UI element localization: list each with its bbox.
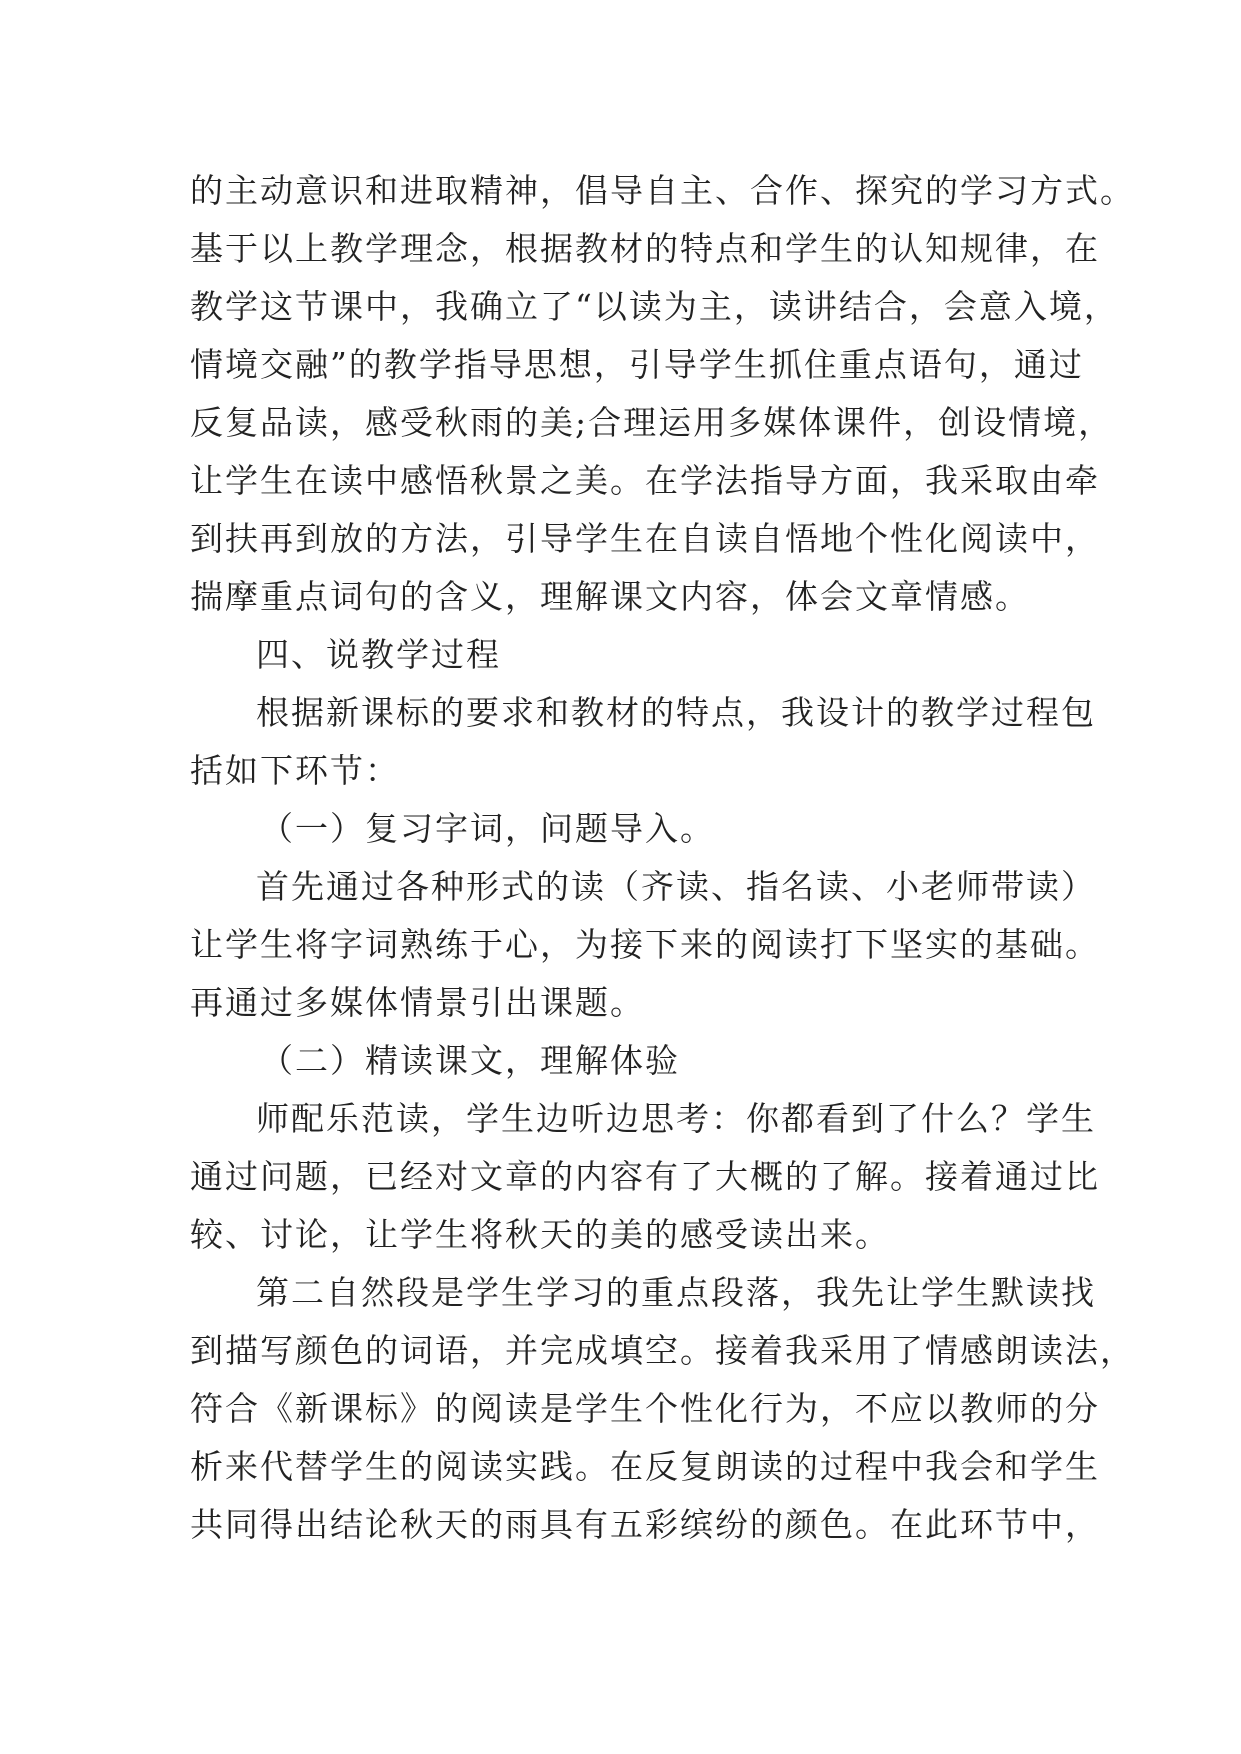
text-line: 师配乐范读，学生边听边思考：你都看到了什么？学生: [256, 1099, 1096, 1138]
text-line: 教学这节课中，我确立了“以读为主，读讲结合，会意入境，: [190, 287, 1119, 326]
text-line: 情境交融”的教学指导思想，引导学生抓住重点语句，通过: [190, 345, 1084, 384]
section-heading: 四、说教学过程: [256, 635, 501, 674]
text-line: 首先通过各种形式的读（齐读、指名读、小老师带读）: [256, 867, 1096, 906]
text-line: 揣摩重点词句的含义，理解课文内容，体会文章情感。: [190, 577, 1030, 616]
text-line: 较、讨论，让学生将秋天的美的感受读出来。: [190, 1215, 890, 1254]
text-line: 让学生将字词熟练于心，为接下来的阅读打下坚实的基础。: [190, 925, 1100, 964]
text-line: 的主动意识和进取精神，倡导自主、合作、探究的学习方式。: [190, 171, 1135, 210]
text-line: 共同得出结论秋天的雨具有五彩缤纷的颜色。在此环节中，: [190, 1505, 1100, 1544]
text-line: 到描写颜色的词语，并完成填空。接着我采用了情感朗读法，: [190, 1331, 1135, 1370]
subsection-heading: （一）复习字词，问题导入。: [260, 809, 715, 848]
text-line: 符合《新课标》的阅读是学生个性化行为，不应以教师的分: [190, 1389, 1100, 1428]
text-line: 基于以上教学理念，根据教材的特点和学生的认知规律，在: [190, 229, 1100, 268]
text-line: 根据新课标的要求和教材的特点，我设计的教学过程包: [256, 693, 1096, 732]
text-line: 让学生在读中感悟秋景之美。在学法指导方面，我采取由牵: [190, 461, 1100, 500]
text-line: 到扶再到放的方法，引导学生在自读自悟地个性化阅读中，: [190, 519, 1100, 558]
document-body: [190, 162, 1135, 1554]
text-line: 第二自然段是学生学习的重点段落，我先让学生默读找: [256, 1273, 1096, 1312]
subsection-heading: （二）精读课文，理解体验: [260, 1041, 680, 1080]
text-line: 析来代替学生的阅读实践。在反复朗读的过程中我会和学生: [190, 1447, 1100, 1486]
text-line: 通过问题，已经对文章的内容有了大概的了解。接着通过比: [190, 1157, 1100, 1196]
text-line: 再通过多媒体情景引出课题。: [190, 983, 645, 1022]
text-line: 括如下环节：: [190, 751, 400, 790]
text-line: 反复品读，感受秋雨的美;合理运用多媒体课件，创设情境，: [190, 403, 1114, 442]
